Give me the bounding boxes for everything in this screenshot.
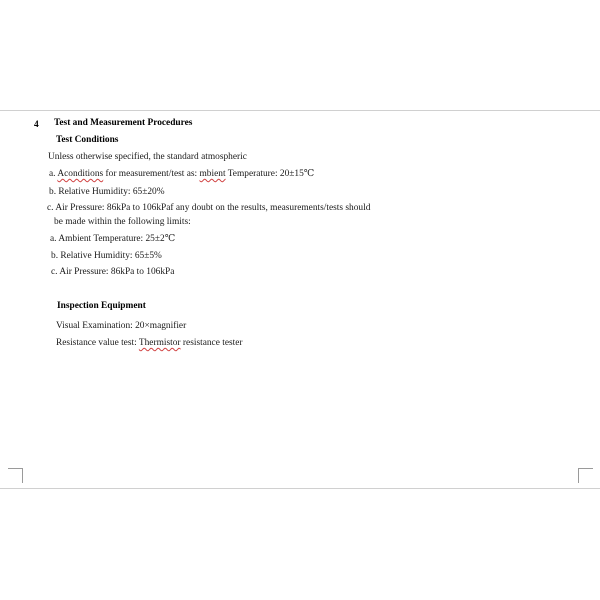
intro-line: Unless otherwise specified, the standard atmospheric (48, 152, 247, 162)
section-number: 4 (34, 120, 39, 130)
condition-a-middle: for measurement/test as: (103, 169, 200, 179)
condition-c-line-1: c. Air Pressure: 86kPa to 106kPaf any doubt on the results, measurements/tests should (47, 203, 371, 213)
limit-c-line: c. Air Pressure: 86kPa to 106kPa (51, 267, 175, 277)
section-title: Test and Measurement Procedures (54, 118, 193, 128)
resistance-suffix: resistance tester (180, 338, 243, 348)
page-corner-mark-right (578, 468, 593, 483)
condition-b-line: b. Relative Humidity: 65±20% (49, 187, 165, 197)
limit-b-line: b. Relative Humidity: 65±5% (51, 251, 162, 261)
misspelled-word-thermistor: Thermistor (138, 338, 181, 348)
misspelled-word-aconditions: Aconditions (57, 169, 104, 179)
resistance-test-line (56, 337, 243, 349)
visual-examination-line: Visual Examination: 20×magnifier (56, 321, 187, 331)
condition-a-line (49, 168, 314, 180)
resistance-prefix: Resistance value test: (56, 338, 139, 348)
limit-a-line: a. Ambient Temperature: 25±2℃ (50, 234, 176, 244)
condition-a-prefix: a. (49, 169, 58, 179)
page-corner-mark-left (8, 468, 23, 483)
condition-c-line-2: be made within the following limits: (54, 217, 191, 227)
test-conditions-heading: Test Conditions (56, 135, 119, 145)
misspelled-word-mbient: mbient (199, 169, 226, 179)
condition-a-suffix: Temperature: 20±15℃ (225, 169, 315, 179)
inspection-equipment-heading: Inspection Equipment (57, 301, 146, 311)
